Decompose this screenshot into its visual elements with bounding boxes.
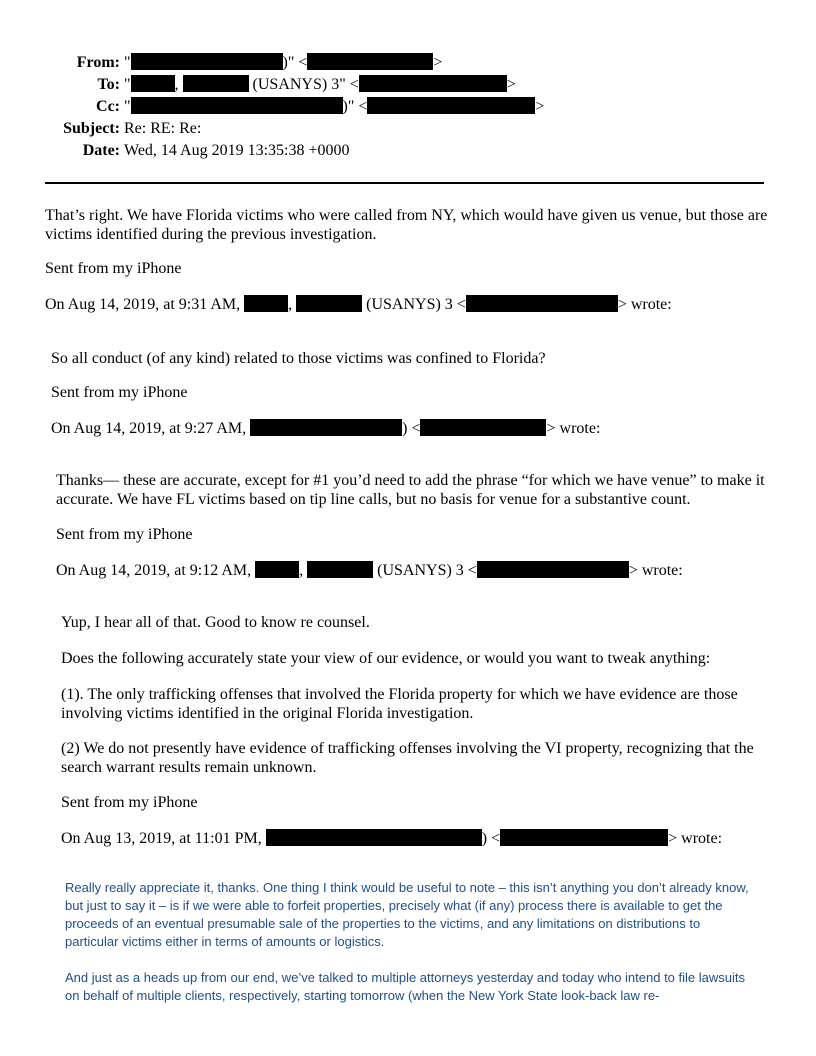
reply-attribution: On Aug 14, 2019, at 9:31 AM, , (USANYS) 3 < > wrote: xyxy=(45,296,672,313)
to-label: To: xyxy=(97,76,120,93)
signature: Sent from my iPhone xyxy=(61,794,198,811)
signature: Sent from my iPhone xyxy=(45,260,182,277)
redaction-block xyxy=(307,561,373,578)
redaction-block xyxy=(244,295,288,312)
signature: Sent from my iPhone xyxy=(51,384,188,401)
redaction-block xyxy=(420,419,546,436)
subject-row xyxy=(0,119,816,139)
redaction-block xyxy=(477,561,629,578)
cc-label: Cc: xyxy=(96,98,120,115)
from-label: From: xyxy=(76,54,120,71)
reply-attribution: On Aug 13, 2019, at 11:01 PM, ) < > wrote: xyxy=(61,830,723,847)
message-body: That’s right. We have Florida victims who were called from NY, which would have given us venue, but those are victims identified during the previous investigation. xyxy=(45,207,768,243)
subject-value: Re: RE: Re: xyxy=(124,120,202,137)
date-value: Wed, 14 Aug 2019 13:35:38 +0000 xyxy=(124,142,350,159)
redaction-block xyxy=(131,97,343,114)
signature: Sent from my iPhone xyxy=(56,526,193,543)
redaction-block xyxy=(131,53,283,70)
redaction-block xyxy=(131,75,175,92)
message-paragraph: Does the following accurately state your view of our evidence, or would you want to tweak anything: xyxy=(61,650,711,667)
redaction-block xyxy=(359,75,507,92)
header-divider xyxy=(45,182,764,184)
redaction-block xyxy=(250,419,402,436)
redaction-block xyxy=(296,295,362,312)
redaction-block xyxy=(183,75,249,92)
redaction-block xyxy=(307,53,433,70)
reply-attribution: On Aug 14, 2019, at 9:12 AM, , (USANYS) 3 < > wrote: xyxy=(56,562,683,579)
redaction-block xyxy=(266,829,482,846)
reply-attribution: On Aug 14, 2019, at 9:27 AM, ) < > wrote: xyxy=(51,420,601,437)
message-body: So all conduct (of any kind) related to those victims was confined to Florida? xyxy=(51,350,546,367)
quoted-paragraph: Really really appreciate it, thanks. One thing I think would be useful to note – this isn’t anything you don’t already know, but just to say it – is if we were able to forfeit properties, precisely what (if any) process there is available to get the proceeds of an eventual presumable sale of the properties to the victims, and any limitations on distributions to particular victims either in terms of amounts or logistics. xyxy=(65,880,749,949)
message-body: Thanks— these are accurate, except for #1 you’d need to add the phrase “for which we have venue” to make it accurate. We have FL victims based on tip line calls, but no basis for venue for a substantive count. xyxy=(56,472,765,508)
redaction-block xyxy=(255,561,299,578)
message-paragraph: (1). The only trafficking offenses that involved the Florida property for which we have evidence are those involving victims identified in the original Florida investigation. xyxy=(61,686,738,722)
redaction-block xyxy=(367,97,535,114)
quoted-paragraph: And just as a heads up from our end, we’ve talked to multiple attorneys yesterday and today who intend to file lawsuits on behalf of multiple clients, respectively, starting tomorrow (when the New York State look-back law re- xyxy=(65,970,745,1003)
message-paragraph: Yup, I hear all of that. Good to know re counsel. xyxy=(61,614,370,631)
message-paragraph: (2) We do not presently have evidence of trafficking offenses involving the VI property, recognizing that the search warrant results remain unknown. xyxy=(61,740,754,776)
redaction-block xyxy=(500,829,668,846)
from-row: From: " )" < > xyxy=(76,54,443,71)
redaction-block xyxy=(466,295,618,312)
date-row xyxy=(0,141,816,161)
cc-row: Cc: " )" < > xyxy=(96,98,545,115)
subject-label: Subject: xyxy=(63,120,120,137)
to-row: To: " , (USANYS) 3" < > xyxy=(97,76,516,93)
date-label: Date: xyxy=(82,142,120,159)
